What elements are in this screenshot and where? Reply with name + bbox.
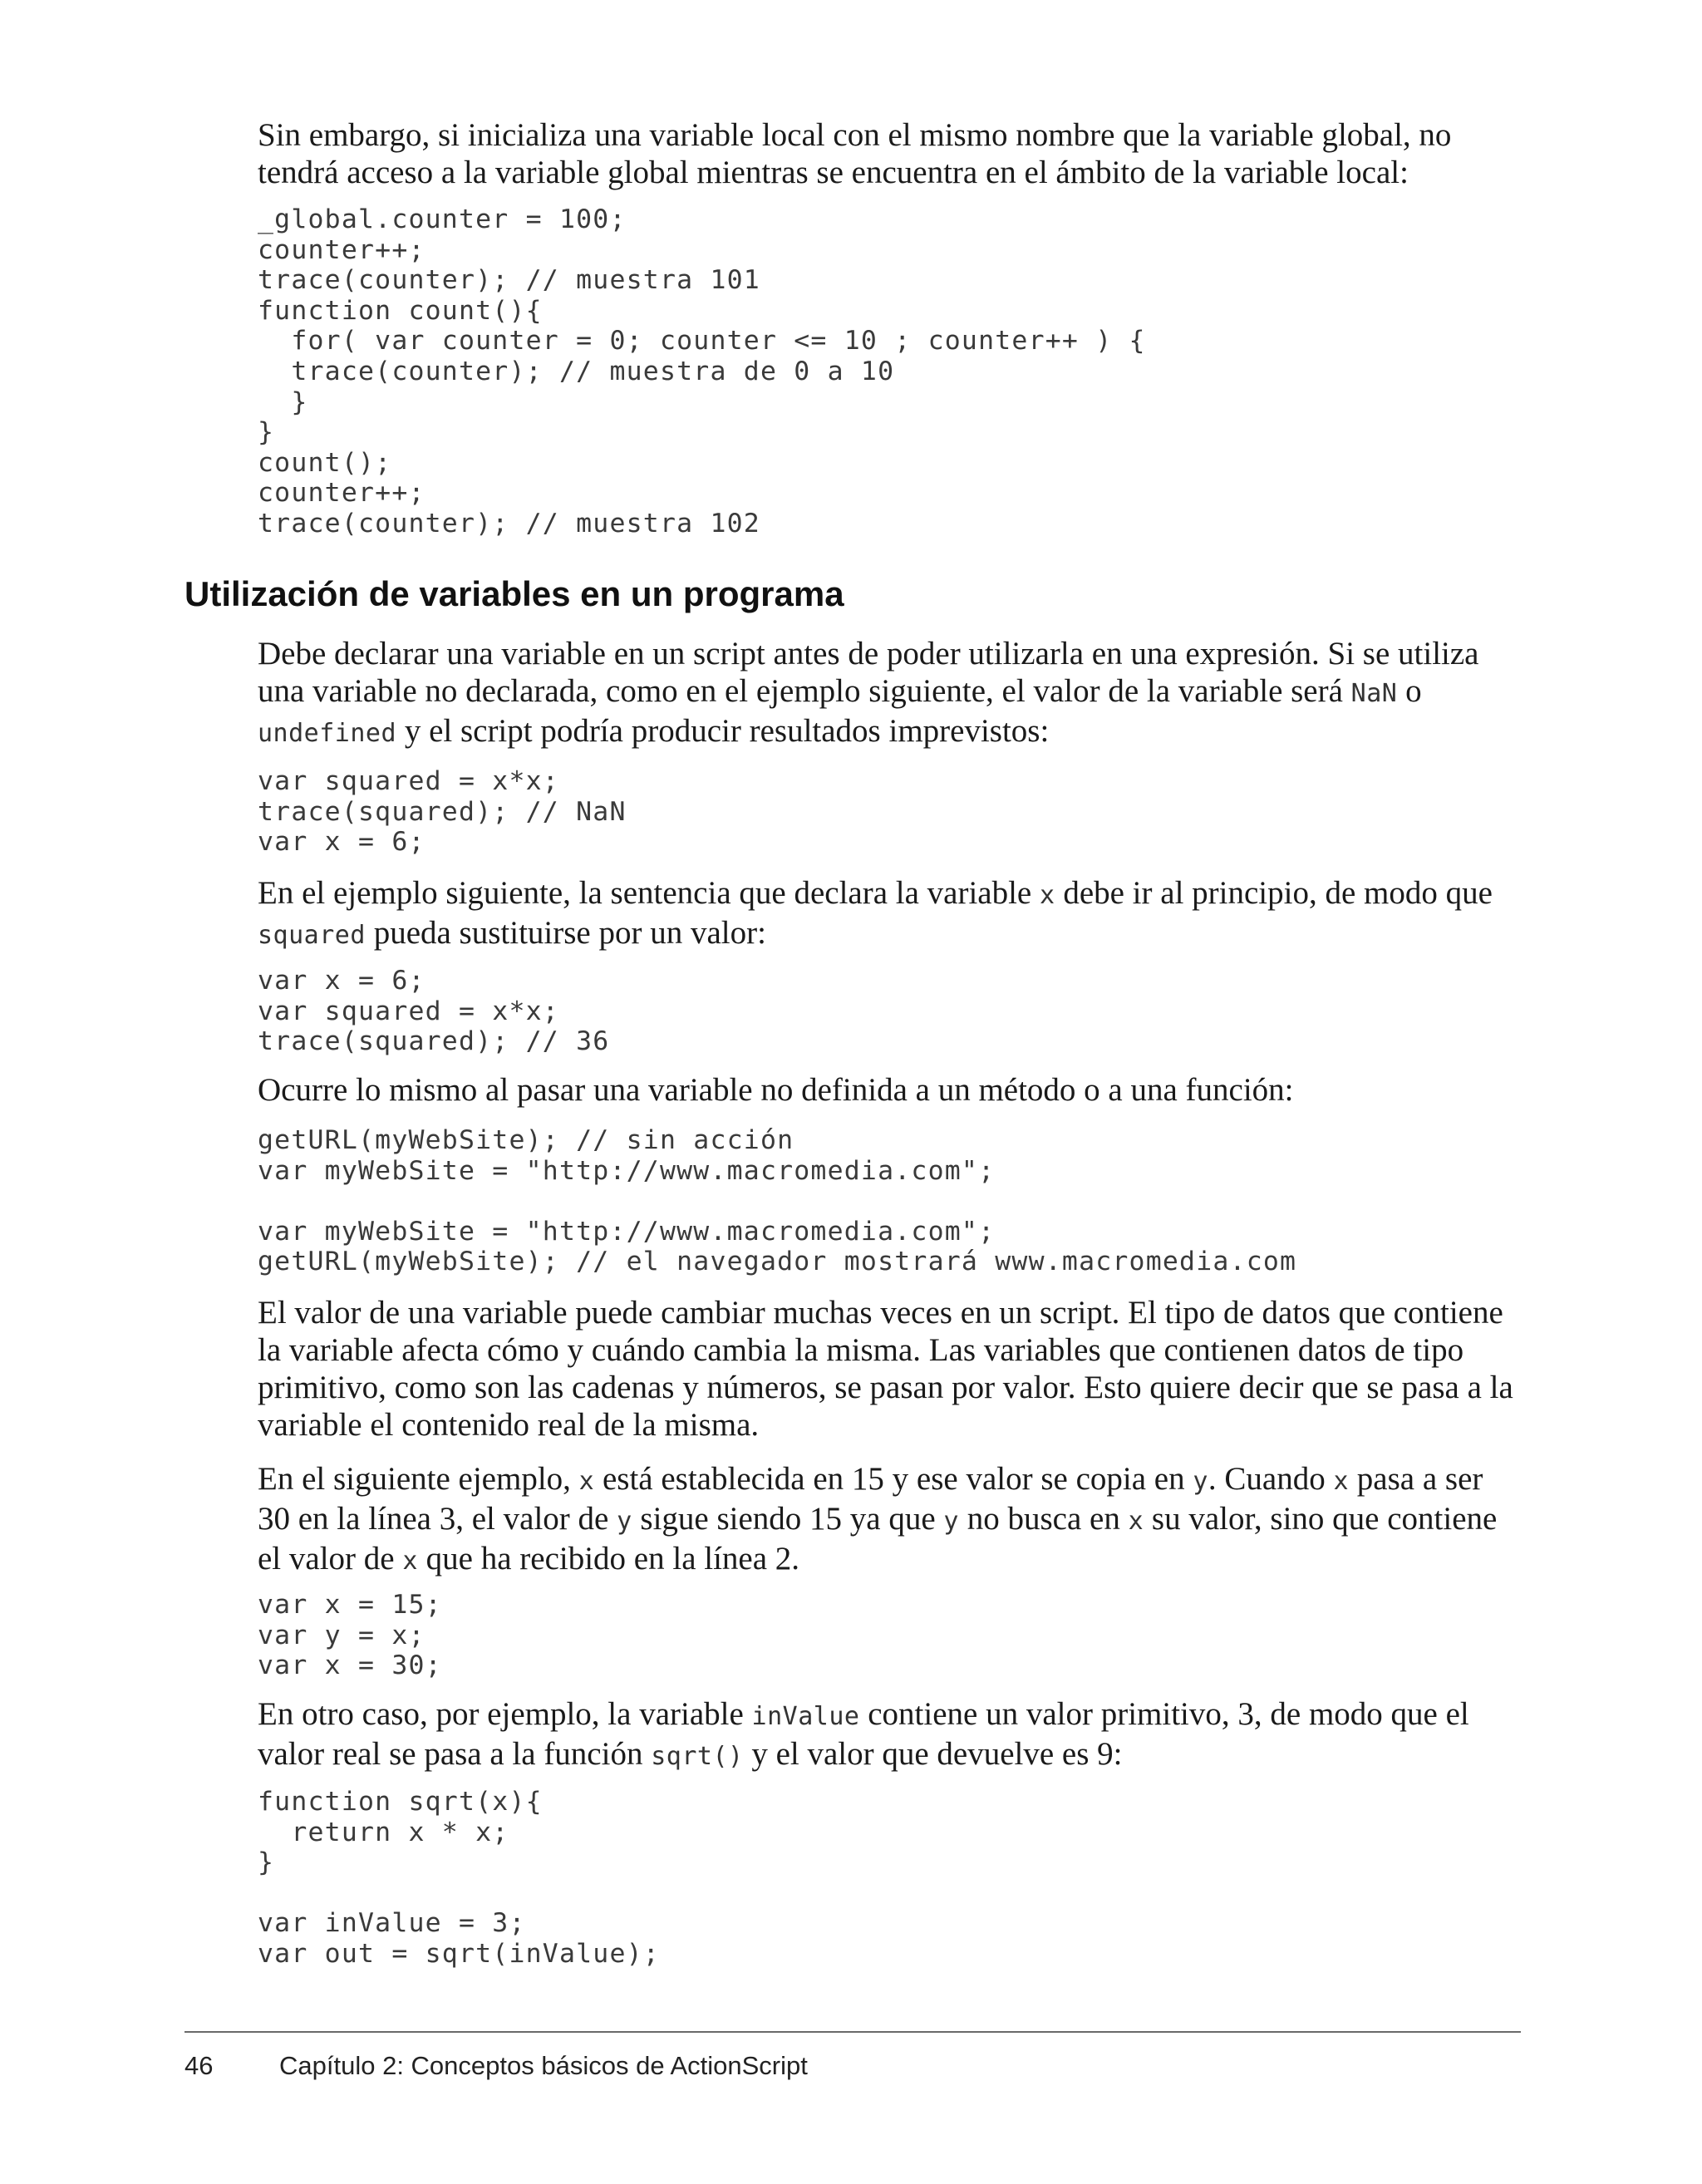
code-block-declared: var x = 6; var squared = x*x; trace(squared); // 36 (258, 966, 610, 1057)
inline-code-nan: NaN (1350, 679, 1398, 708)
footer-divider (184, 2031, 1521, 2033)
intro-paragraph: Sin embargo, si inicializa una variable local con el mismo nombre que la variable global, no tendrá acceso a la variable global mientras se encuentra en el ámbito de la variable local: (258, 117, 1452, 190)
code-block-geturl: getURL(myWebSite); // sin acción var myWebSite = "http://www.macromedia.com"; var myWebSite = "http://www.macromedia.com"; getURL(myWebSite); // el navegador mostrará www.macromedia.com (258, 1125, 1297, 1277)
code-block-xy: var x = 15; var y = x; var x = 30; (258, 1590, 442, 1681)
page-number: 46 (184, 2051, 214, 2080)
code-block-global-counter: _global.counter = 100; counter++; trace(counter); // muestra 101 function count(){ for( var counter = 0; counter <= 10 ; counter++ ) { trace(counter); // muestra de 0 a 10 } } count(); counter++; trace(counter); // muestra 102 (258, 204, 1146, 539)
chapter-title: Capítulo 2: Conceptos básicos de ActionScript (279, 2051, 808, 2080)
inline-code-undefined: undefined (258, 719, 397, 748)
paragraph-value-changes: El valor de una variable puede cambiar muchas veces en un script. El tipo de datos que contiene la variable afecta cómo y cuándo cambia la misma. Las variables que contienen datos de tipo primitivo, como son las cadenas y números, se pasan por valor. Esto quiere decir que se pasa a la variable el contenido real de la misma. (258, 1295, 1513, 1443)
paragraph-primitive-value: En otro caso, por ejemplo, la variable inValue contiene un valor primitivo, 3, de modo que el valor real se pasa a la función sqrt() y el valor que devuelve es 9: (258, 1696, 1469, 1772)
code-block-sqrt: function sqrt(x){ return x * x; } var inValue = 3; var out = sqrt(inValue); (258, 1787, 660, 1969)
inline-code-sqrt: sqrt() (651, 1742, 744, 1771)
inline-code-invalue: inValue (751, 1702, 860, 1731)
paragraph-undefined-param: Ocurre lo mismo al pasar una variable no definida a un método o a una función: (258, 1072, 1294, 1108)
inline-code-squared: squared (258, 921, 366, 950)
paragraph-copy-by-value: En el siguiente ejemplo, x está establecida en 15 y ese valor se copia en y. Cuando x pasa a ser 30 en la línea 3, el valor de y sigue siendo 15 ya que y no busca en x su valor, sino que contiene el valor de x que ha recibido en la línea 2. (258, 1461, 1498, 1577)
section-heading: Utilización de variables en un programa (184, 574, 844, 613)
paragraph-declare-variable: Debe declarar una variable en un script antes de poder utilizarla en una expresión. Si se utiliza una variable no declarada, como en el ejemplo siguiente, el valor de la variable será NaN o undefined y el script podría producir resultados imprevistos: (258, 636, 1479, 749)
code-block-undeclared: var squared = x*x; trace(squared); // NaN var x = 6; (258, 766, 627, 858)
paragraph-declare-first: En el ejemplo siguiente, la sentencia que declara la variable x debe ir al principio, de modo que squared pueda sustituirse por un valor: (258, 875, 1493, 951)
inline-code-x: x (1040, 881, 1055, 910)
